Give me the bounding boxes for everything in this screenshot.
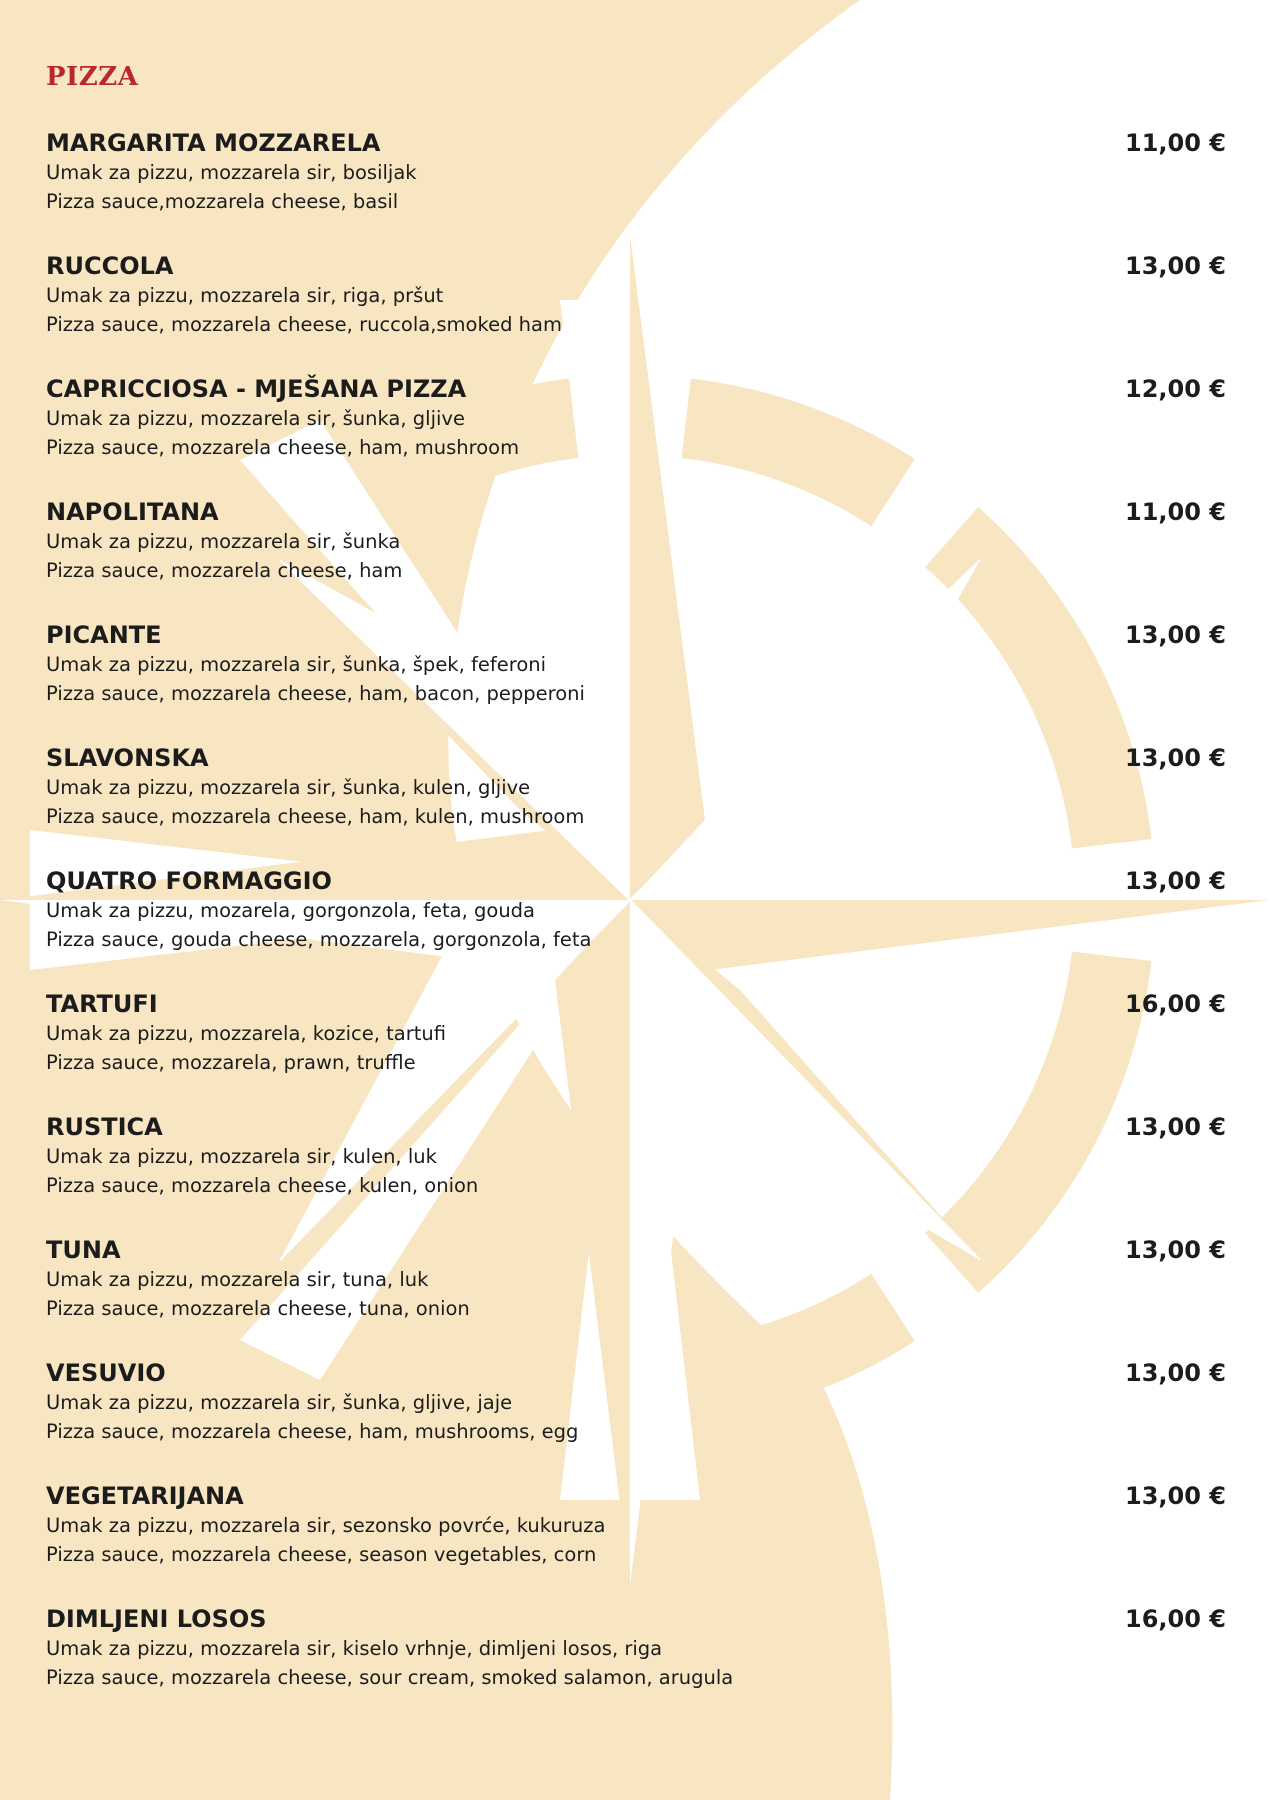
- item-desc-hr: Umak za pizzu, mozzarela sir, šunka: [46, 530, 401, 553]
- item-price: 13,00 €: [1125, 744, 1226, 772]
- item-desc-en: Pizza sauce, mozzarela cheese, tuna, onion: [46, 1297, 470, 1320]
- item-price: 12,00 €: [1125, 375, 1226, 403]
- item-desc-hr: Umak za pizzu, mozzarela sir, šunka, kulen, gljive: [46, 776, 531, 799]
- item-desc-hr: Umak za pizzu, mozzarela sir, sezonsko povrće, kukuruza: [46, 1514, 606, 1537]
- item-price: 11,00 €: [1125, 129, 1226, 157]
- item-name: TARTUFI: [46, 990, 158, 1018]
- item-price: 13,00 €: [1125, 867, 1226, 895]
- item-price: 16,00 €: [1125, 1605, 1226, 1633]
- item-price: 13,00 €: [1125, 1236, 1226, 1264]
- item-name: RUCCOLA: [46, 252, 174, 280]
- item-desc-hr: Umak za pizzu, mozzarela sir, kiselo vrhnje, dimljeni losos, riga: [46, 1637, 663, 1660]
- item-desc-hr: Umak za pizzu, mozarela, gorgonzola, feta, gouda: [46, 899, 536, 922]
- item-desc-en: Pizza sauce, mozzarela cheese, ham, mushroom: [46, 436, 520, 459]
- item-desc-hr: Umak za pizzu, mozzarela sir, riga, pršut: [46, 284, 444, 307]
- item-price: 13,00 €: [1125, 252, 1226, 280]
- item-desc-en: Pizza sauce, mozzarela cheese, ham, mushrooms, egg: [46, 1420, 579, 1443]
- item-desc-en: Pizza sauce, mozzarela cheese, sour cream, smoked salamon, arugula: [46, 1666, 734, 1689]
- item-desc-hr: Umak za pizzu, mozzarela, kozice, tartufi: [46, 1022, 447, 1045]
- item-name: NAPOLITANA: [46, 498, 219, 526]
- item-desc-en: Pizza sauce, mozzarela cheese, kulen, onion: [46, 1174, 479, 1197]
- item-price: 13,00 €: [1125, 1482, 1226, 1510]
- item-price: 16,00 €: [1125, 990, 1226, 1018]
- item-name: RUSTICA: [46, 1113, 163, 1141]
- item-desc-en: Pizza sauce, mozzarela cheese, ham, bacon, pepperoni: [46, 682, 585, 705]
- item-desc-hr: Umak za pizzu, mozzarela sir, kulen, luk: [46, 1145, 437, 1168]
- item-name: SLAVONSKA: [46, 744, 209, 772]
- item-price: 13,00 €: [1125, 1359, 1226, 1387]
- item-name: VEGETARIJANA: [46, 1482, 244, 1510]
- item-name: VESUVIO: [46, 1359, 166, 1387]
- menu-item: [46, 1604, 1226, 1727]
- menu-item: [46, 1481, 1226, 1604]
- item-desc-hr: Umak za pizzu, mozzarela sir, tuna, luk: [46, 1268, 429, 1291]
- menu-list: [46, 128, 1226, 1727]
- menu-item: [46, 1358, 1226, 1481]
- item-desc-hr: Umak za pizzu, mozzarela sir, bosiljak: [46, 161, 417, 184]
- item-name: MARGARITA MOZZARELA: [46, 129, 381, 157]
- menu-item: [46, 866, 1226, 989]
- item-price: 13,00 €: [1125, 1113, 1226, 1141]
- item-name: PICANTE: [46, 621, 162, 649]
- menu-item: [46, 374, 1226, 497]
- menu-item: [46, 989, 1226, 1112]
- item-desc-en: Pizza sauce, mozzarela, prawn, truffle: [46, 1051, 416, 1074]
- item-desc-hr: Umak za pizzu, mozzarela sir, šunka, gljive, jaje: [46, 1391, 513, 1414]
- item-desc-en: Pizza sauce, mozzarela cheese, ham, kulen, mushroom: [46, 805, 585, 828]
- menu-item: [46, 128, 1226, 251]
- item-desc-en: Pizza sauce, mozzarela cheese, season vegetables, corn: [46, 1543, 597, 1566]
- item-name: CAPRICCIOSA - MJEŠANA PIZZA: [46, 375, 467, 403]
- menu-item: [46, 497, 1226, 620]
- item-name: TUNA: [46, 1236, 121, 1264]
- section-title: PIZZA: [46, 62, 139, 92]
- item-desc-en: Pizza sauce, gouda cheese, mozzarela, gorgonzola, feta: [46, 928, 592, 951]
- menu-item: [46, 1235, 1226, 1358]
- item-desc-en: Pizza sauce, mozzarela cheese, ruccola,smoked ham: [46, 313, 562, 336]
- item-price: 11,00 €: [1125, 498, 1226, 526]
- menu-item: [46, 620, 1226, 743]
- item-name: DIMLJENI LOSOS: [46, 1605, 267, 1633]
- item-price: 13,00 €: [1125, 621, 1226, 649]
- item-desc-hr: Umak za pizzu, mozzarela sir, šunka, špek, feferoni: [46, 653, 547, 676]
- item-desc-hr: Umak za pizzu, mozzarela sir, šunka, gljive: [46, 407, 465, 430]
- item-desc-en: Pizza sauce, mozzarela cheese, ham: [46, 559, 403, 582]
- menu-item: [46, 1112, 1226, 1235]
- menu-item: [46, 743, 1226, 866]
- item-desc-en: Pizza sauce,mozzarela cheese, basil: [46, 190, 399, 213]
- item-name: QUATRO FORMAGGIO: [46, 867, 332, 895]
- menu-item: [46, 251, 1226, 374]
